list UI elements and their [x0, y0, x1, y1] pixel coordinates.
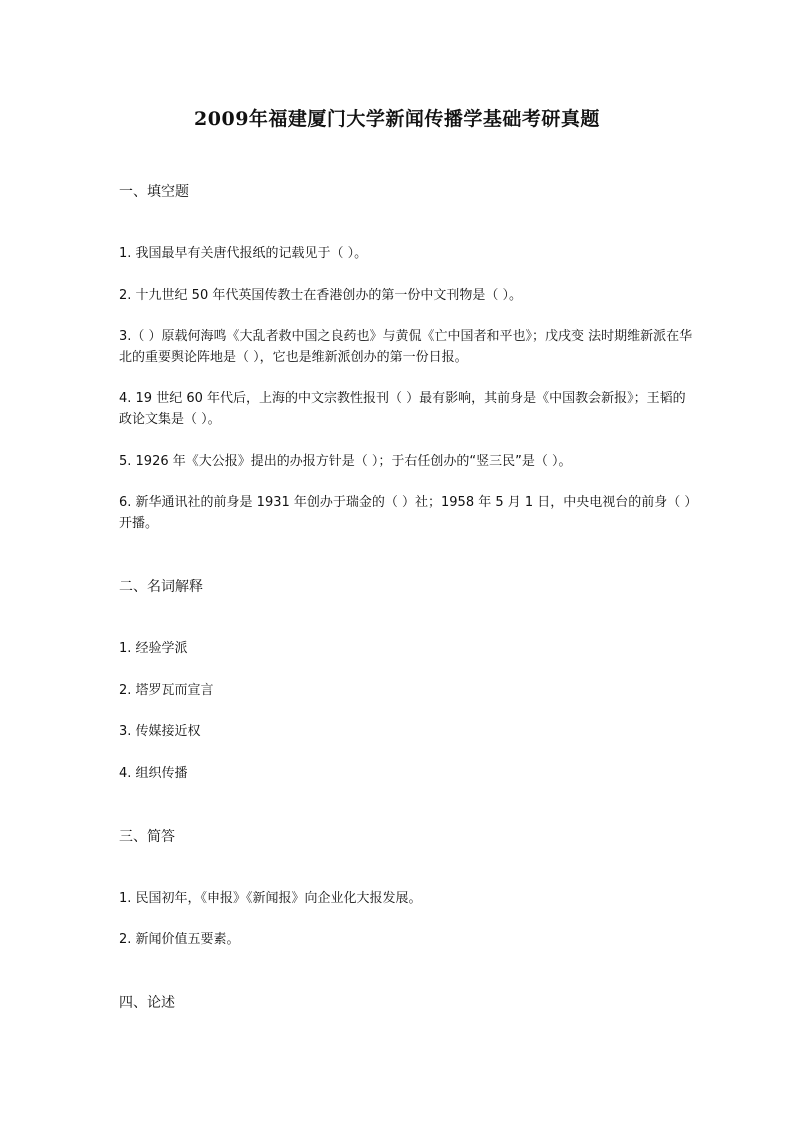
question-item: 1. 经验学派: [119, 641, 188, 656]
question-item: 4. 组织传播: [119, 766, 188, 781]
section-heading-term-explanation: 二、名词解释: [119, 579, 203, 595]
document-title: 2009年福建厦门大学新闻传播学基础考研真题: [194, 108, 600, 130]
question-item: 5. 1926 年《大公报》提出的办报方针是（ ）；于右任创办的“竖三民”是（ ）。: [119, 454, 572, 469]
section-heading-short-answer: 三、简答: [119, 829, 175, 845]
question-item: 6. 新华通讯社的前身是 1931 年创办于瑞金的（ ）社；1958 年 5 月 1 日，中央电视台的前身（ ）开播。: [119, 495, 691, 531]
question-item: 3.（ ）原载何海鸣《大乱者救中国之良药也》与黄侃《亡中国者和平也》；戊戌变 法时期维新派在华北的重要舆论阵地是（ ），它也是维新派创办的第一份日报。: [119, 329, 693, 365]
question-item: 2. 新闻价值五要素。: [119, 932, 240, 947]
question-item: 1. 我国最早有关唐代报纸的记载见于（ ）。: [119, 246, 368, 261]
question-item: 2. 塔罗瓦而宣言: [119, 683, 214, 698]
question-item: 3. 传媒接近权: [119, 724, 201, 739]
question-item: 2. 十九世纪 50 年代英国传教士在香港创办的第一份中文刊物是（ ）。: [119, 288, 522, 303]
question-item: 1. 民国初年，《申报》《新闻报》向企业化大报发展。: [119, 891, 422, 906]
section-heading-fill-blank: 一、填空题: [119, 184, 189, 200]
section-heading-essay: 四、论述: [119, 995, 175, 1011]
question-item: 4. 19 世纪 60 年代后，上海的中文宗教性报刊（ ）最有影响，其前身是《中国教会新报》；王韬的政论文集是（ ）。: [119, 391, 686, 427]
